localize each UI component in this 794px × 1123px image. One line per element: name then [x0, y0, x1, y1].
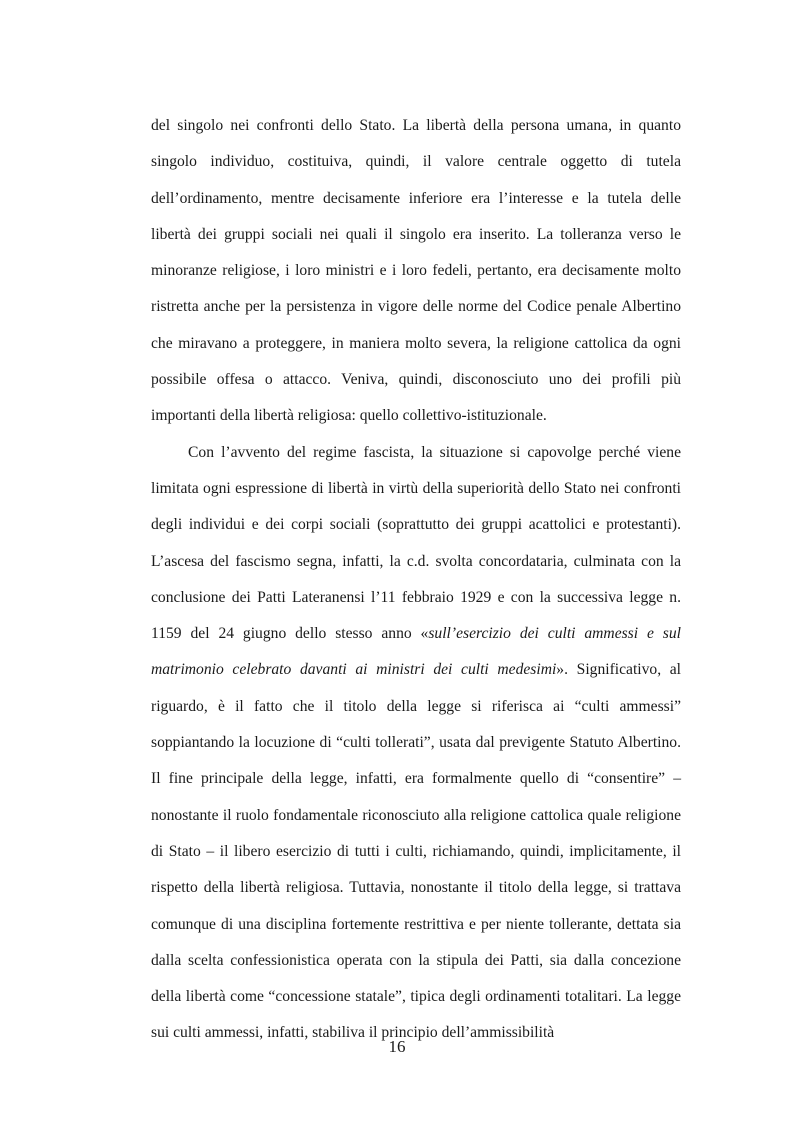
- paragraph-2: [151, 435, 681, 1052]
- paragraph-1-text: del singolo nei confronti dello Stato. La libertà della persona umana, in quanto singolo individuo, costituiva, quindi, il valore centrale oggetto di tutela dell’ordinamento, mentre decisamente inferiore era l’interesse e la tutela delle libertà dei gruppi sociali nei quali il singolo era inserito. La tolleranza verso le minoranze religiose, i loro ministri e i loro fedeli, pertanto, era decisamente molto ristretta anche per la persistenza in vigore delle norme del Codice penale Albertino che miravano a proteggere, in maniera molto severa, la religione cattolica da ogni possibile offesa o attacco. Veniva, quindi, disconosciuto uno dei profili più importanti della libertà religiosa: quello collettivo-istituzionale.: [151, 117, 681, 425]
- body-text: [151, 108, 681, 1052]
- paragraph-1: [151, 108, 681, 435]
- paragraph-2-text-b: ». Significativo, al riguardo, è il fatto che il titolo della legge si riferisca ai “culti ammessi” soppiantando la locuzione di “culti tollerati”, usata dal previgente Statuto Albertino. Il fine principale della legge, infatti, era formalmente quello di “consentire” – nonostante il ruolo fondamentale riconosciuto alla religione cattolica quale religione di Stato – il libero esercizio di tutti i culti, richiamando, quindi, implicitamente, il rispetto della libertà religiosa. Tuttavia, nonostante il titolo della legge, si trattava comunque di una disciplina fortemente restrittiva e per niente tollerante, dettata sia dalla scelta confessionistica operata con la stipula dei Patti, sia dalla concezione della libertà come “concessione statale”, tipica degli ordinamenti totalitari. La legge sui culti ammessi, infatti, stabiliva il principio dell’ammissibilità: [151, 661, 681, 1042]
- page-number: 16: [388, 1037, 406, 1056]
- paragraph-2-law-title-italic: sull’esercizio dei culti ammessi e sul matrimonio celebrato davanti ai ministri dei culti medesimi: [151, 625, 681, 679]
- paragraph-2-text-a: Con l’avvento del regime fascista, la situazione si capovolge perché viene limitata ogni espressione di libertà in virtù della superiorità dello Stato nei confronti degli individui e dei corpi sociali (soprattutto dei gruppi acattolici e protestanti). L’ascesa del fascismo segna, infatti, la c.d. svolta concordataria, culminata con la conclusione dei Patti Lateranensi l’11 febbraio 1929 e con la successiva legge n. 1159 del 24 giugno dello stesso anno «: [151, 443, 681, 643]
